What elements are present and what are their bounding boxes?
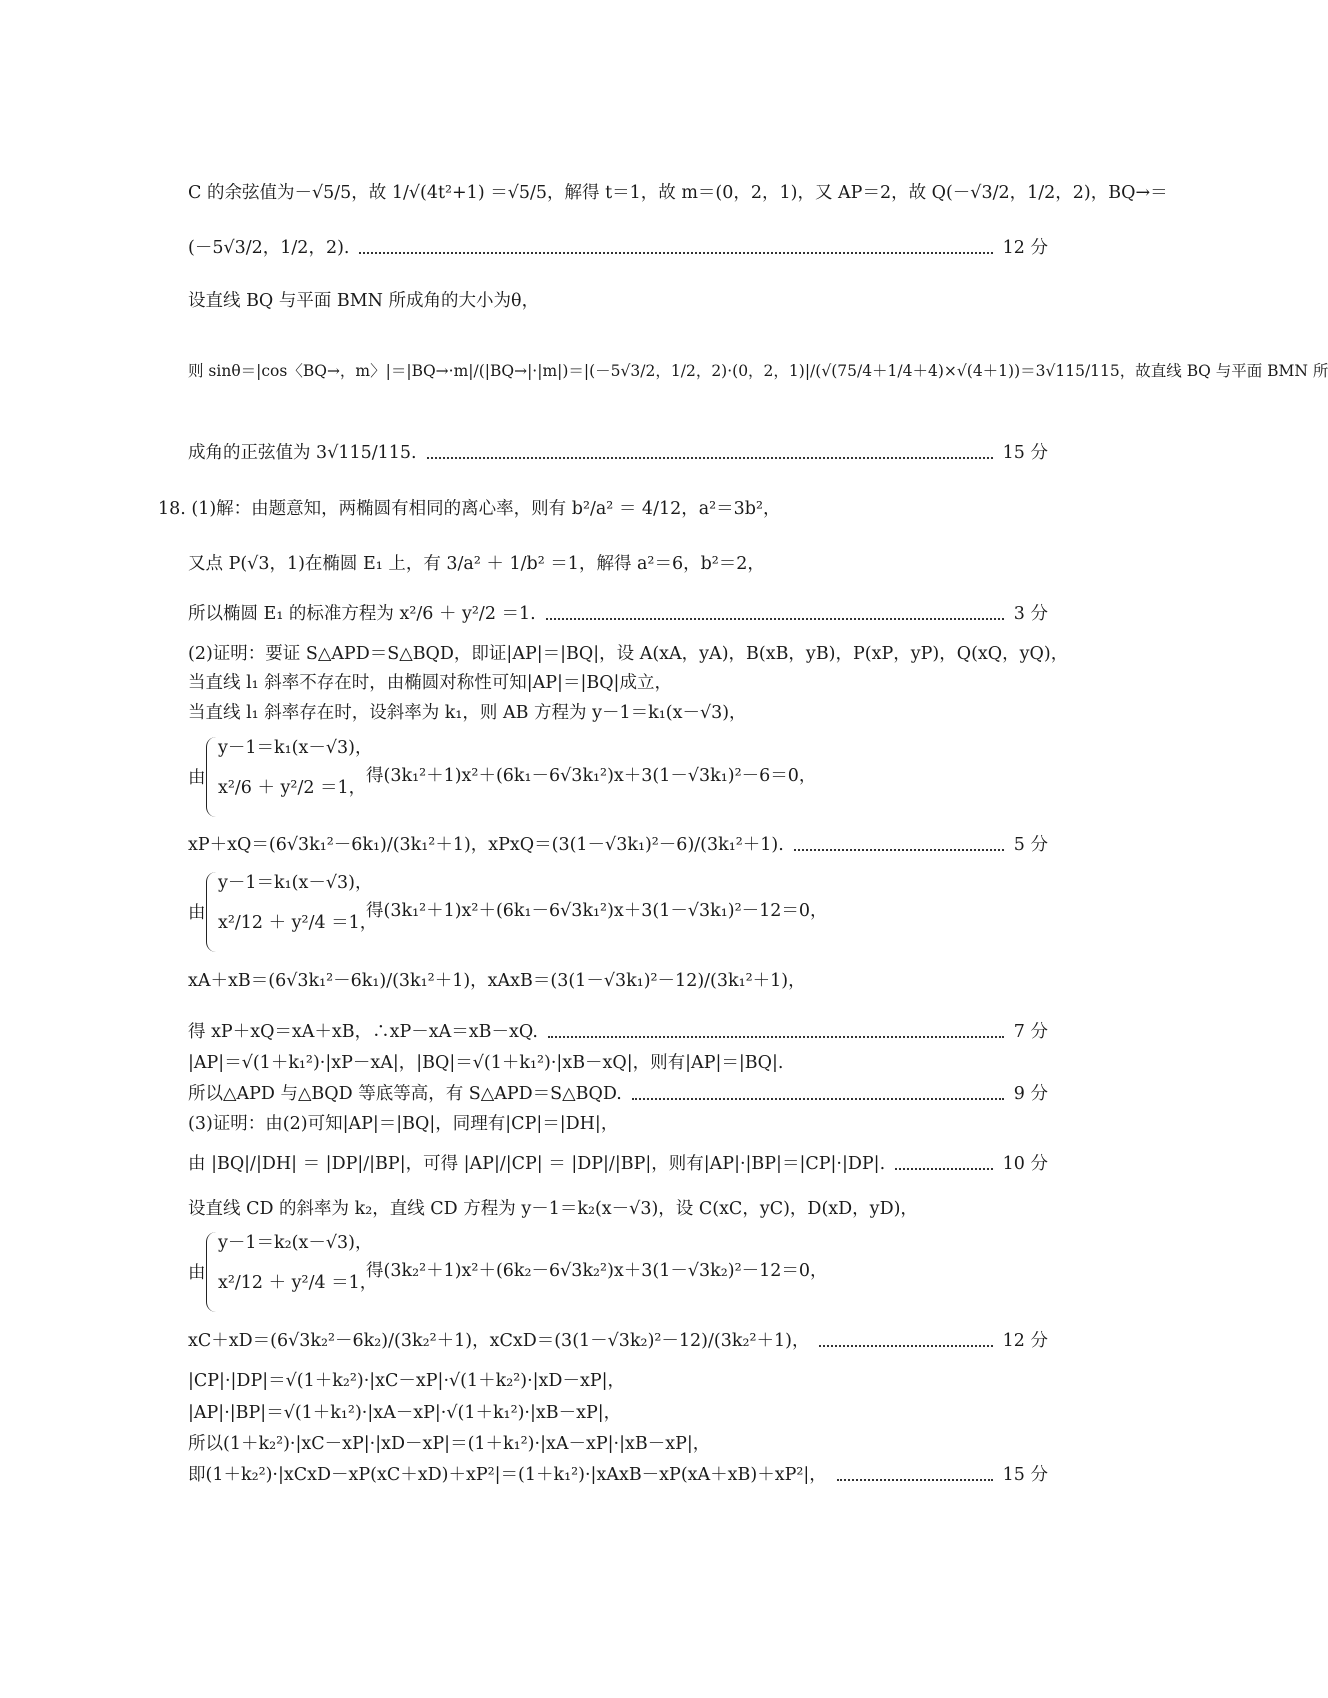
text-line [188,358,1328,384]
system-prefix: 由 [188,1263,206,1283]
text-line [188,1081,1048,1107]
line-text: 得 xP＋xQ＝xA＋xB，∴xP－xA＝xB－xQ. [188,1022,538,1042]
dot-leader [819,1343,992,1347]
text-line [188,832,1048,858]
text-line [188,1196,1048,1222]
system-equation-2: x²/12 ＋ y²/4 ＝1， [218,1273,378,1293]
line-text: (－5√3/2，1/2，2). [188,238,350,258]
line-text: xP＋xQ＝(6√3k₁²－6k₁)/(3k₁²＋1)，xPxQ＝(3(1－√3k₁)²－6)/(3k₁²＋1). [188,835,784,855]
left-brace [206,1232,217,1312]
line-text: |AP|＝√(1＋k₁²)·|xP－xA|，|BQ|＝√(1＋k₁²)·|xB－xQ|，则有|AP|＝|BQ|. [188,1053,784,1073]
left-brace [206,872,217,952]
text-line [188,700,1048,726]
dot-leader [359,250,992,254]
system-prefix: 由 [188,768,206,788]
line-text: 当直线 l₁ 斜率存在时，设斜率为 k₁，则 AB 方程为 y－1＝k₁(x－√3)， [188,703,747,723]
line-text: 由 |BQ|/|DH| ＝ |DP|/|BP|，可得 |AP|/|CP| ＝ |DP|/|BP|，则有|AP|·|BP|＝|CP|·|DP|. [188,1154,886,1174]
dot-leader [427,455,993,459]
text-line [188,288,1048,314]
line-text: 即(1＋k₂²)·|xCxD－xP(xC＋xD)＋xP²|＝(1＋k₁²)·|xAxB－xP(xA＋xB)＋xP²|， [188,1465,827,1485]
dot-leader [548,1034,1004,1038]
score-label: 7 分 [1013,1022,1048,1042]
system-equation-1: y－1＝k₂(x－√3)， [218,1233,373,1253]
dot-leader [546,616,1004,620]
text-line [188,1368,1048,1394]
dot-leader [895,1166,993,1170]
text-line [188,1151,1048,1177]
text-line [188,1462,1048,1488]
text-line [188,180,1168,206]
score-label: 12 分 [1002,1331,1048,1351]
line-text: C 的余弦值为－√5/5，故 1/√(4t²+1) ＝√5/5，解得 t＝1，故 m＝(0，2，1)，又 AP＝2，故 Q(－√3/2，1/2，2)，BQ→＝ [188,183,1168,203]
line-text: 18. (1)解：由题意知，两椭圆有相同的离心率，则有 b²/a² ＝ 4/12，a²＝3b²， [158,499,781,519]
line-text: 成角的正弦值为 3√115/115. [188,443,417,463]
text-line [188,440,1048,466]
text-line [188,235,1048,261]
line-text: 当直线 l₁ 斜率不存在时，由椭圆对称性可知|AP|＝|BQ|成立， [188,673,672,693]
line-text: |AP|·|BP|＝√(1＋k₁²)·|xA－xP|·√(1＋k₁²)·|xB－xP|， [188,1403,622,1423]
system-equation-2: x²/6 ＋ y²/2 ＝1， [218,778,367,798]
dot-leader [794,847,1004,851]
line-text: 所以△APD 与△BQD 等底等高，有 S△APD＝S△BQD. [188,1084,622,1104]
text-line [188,968,1048,994]
line-text: 所以(1＋k₂²)·|xC－xP|·|xD－xP|＝(1＋k₁²)·|xA－xP|·|xB－xP|， [188,1434,711,1454]
dot-leader [632,1096,1004,1100]
line-text: |CP|·|DP|＝√(1＋k₂²)·|xC－xP|·√(1＋k₂²)·|xD－xP|， [188,1371,625,1391]
line-text: xA＋xB＝(6√3k₁²－6k₁)/(3k₁²＋1)，xAxB＝(3(1－√3k₁)²－12)/(3k₁²＋1)， [188,971,806,991]
left-brace [206,737,217,817]
text-line [188,1431,1048,1457]
line-text: (3)证明：由(2)可知|AP|＝|BQ|，同理有|CP|＝|DH|， [188,1114,619,1134]
score-label: 3 分 [1013,604,1048,624]
dot-leader [837,1477,993,1481]
line-text: 又点 P(√3，1)在椭圆 E₁ 上，有 3/a² ＋ 1/b² ＝1，解得 a²＝6，b²＝2， [188,554,765,574]
text-line [188,641,1069,667]
text-line [188,1111,1048,1137]
system-result: 得(3k₂²＋1)x²＋(6k₂－6√3k₂²)x＋3(1－√3k₂)²－12＝0， [366,1261,828,1281]
system-equation-2: x²/12 ＋ y²/4 ＝1， [218,913,378,933]
score-label: 12 分 [1002,238,1048,258]
score-label: 9 分 [1013,1084,1048,1104]
line-text: xC＋xD＝(6√3k₂²－6k₂)/(3k₂²＋1)，xCxD＝(3(1－√3k₂)²－12)/(3k₂²＋1)， [188,1331,810,1351]
system-equation-1: y－1＝k₁(x－√3)， [218,873,373,893]
system-result: 得(3k₁²＋1)x²＋(6k₁－6√3k₁²)x＋3(1－√3k₁)²－12＝0， [366,901,828,921]
score-label: 10 分 [1002,1154,1048,1174]
line-text: 设直线 CD 的斜率为 k₂，直线 CD 方程为 y－1＝k₂(x－√3)，设 C(xC，yC)，D(xD，yD)， [188,1199,918,1219]
line-text: 设直线 BQ 与平面 BMN 所成角的大小为θ， [188,291,540,311]
system-prefix: 由 [188,903,206,923]
system-equation-1: y－1＝k₁(x－√3)， [218,738,373,758]
score-label: 15 分 [1002,443,1048,463]
system-result: 得(3k₁²＋1)x²＋(6k₁－6√3k₁²)x＋3(1－√3k₁)²－6＝0， [366,766,817,786]
text-line [188,601,1048,627]
text-line [188,1050,1048,1076]
text-line [188,1328,1048,1354]
score-label: 15 分 [1002,1465,1048,1485]
score-label: 5 分 [1013,835,1048,855]
text-line [158,496,1018,522]
text-line [188,551,1048,577]
line-text: 则 sinθ＝|cos〈BQ→，m〉|＝|BQ→·m|/(|BQ→|·|m|)＝|(－5√3/2，1/2，2)·(0，2，1)|/(√(75/4＋1/4＋4)×√(4＋1))＝3√115/115，故直线 BQ 与平面 BMN 所 [188,362,1328,380]
line-text: 所以椭圆 E₁ 的标准方程为 x²/6 ＋ y²/2 ＝1. [188,604,536,624]
text-line [188,1019,1048,1045]
text-line [188,670,1048,696]
line-text: (2)证明：要证 S△APD＝S△BQD，即证|AP|＝|BQ|，设 A(xA，yA)，B(xB，yB)，P(xP，yP)，Q(xQ，yQ)， [188,644,1069,664]
text-line [188,1400,1048,1426]
